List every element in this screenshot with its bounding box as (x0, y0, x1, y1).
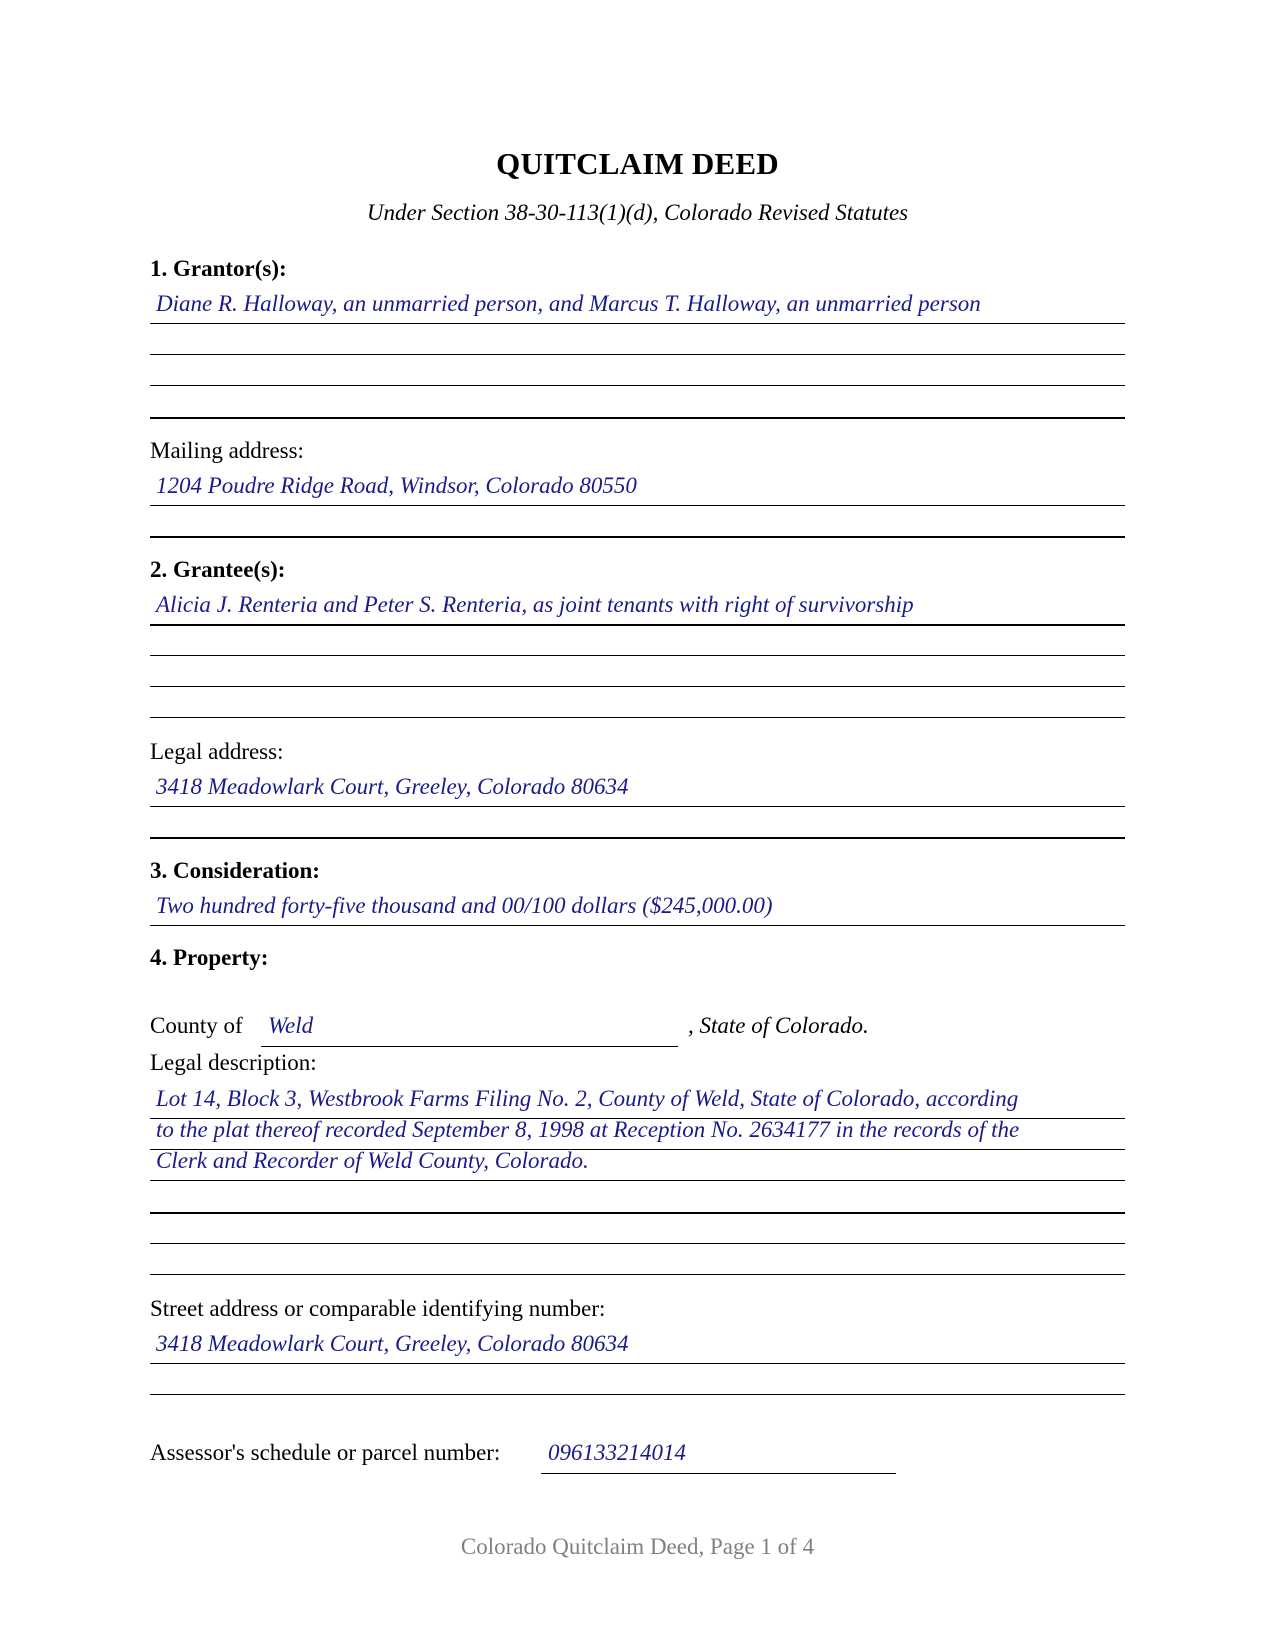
mailing-line-2 (150, 536, 1125, 538)
legal-address-line-1 (150, 806, 1125, 807)
mailing-address-field[interactable]: 1204 Poudre Ridge Road, Windsor, Colorado 80550 (156, 473, 637, 498)
grantee-field[interactable]: Alicia J. Renteria and Peter S. Renteria, as joint tenants with right of survivorship (156, 592, 914, 617)
legal-description-label: Legal description: (150, 1050, 317, 1075)
legal-address-line-2 (150, 837, 1125, 839)
street-address-field[interactable]: 3418 Meadowlark Court, Greeley, Colorado 80634 (156, 1331, 629, 1356)
grantor-line-1 (150, 323, 1125, 324)
grantor-heading: 1. Grantor(s): (150, 256, 287, 281)
legal-description-line-6 (150, 1274, 1125, 1275)
grantee-line-1 (150, 624, 1125, 626)
grantor-line-3 (150, 385, 1125, 386)
consideration-field[interactable]: Two hundred forty-five thousand and 00/100 dollars ($245,000.00) (156, 893, 773, 918)
grantee-heading: 2. Grantee(s): (150, 557, 286, 582)
grantee-line-4 (150, 717, 1125, 718)
legal-description-line-text-3[interactable]: Clerk and Recorder of Weld County, Colorado. (156, 1148, 589, 1173)
parcel-number-line (541, 1473, 896, 1474)
state-text: , State of Colorado. (688, 1013, 869, 1038)
street-address-line-1 (150, 1363, 1125, 1364)
grantor-line-4 (150, 417, 1125, 419)
county-label: County of (150, 1013, 243, 1038)
parcel-number-label: Assessor's schedule or parcel number: (150, 1440, 501, 1465)
grantee-line-3 (150, 686, 1125, 687)
legal-description-line-text-2[interactable]: to the plat thereof recorded September 8, 1998 at Reception No. 2634177 in the records of the (156, 1117, 1020, 1142)
mailing-line-1 (150, 505, 1125, 506)
legal-description-line-3 (150, 1180, 1125, 1181)
legal-address-label: Legal address: (150, 739, 284, 764)
parcel-number-field[interactable]: 096133214014 (548, 1440, 686, 1465)
grantor-field[interactable]: Diane R. Halloway, an unmarried person, and Marcus T. Halloway, an unmarried person (156, 291, 981, 316)
property-heading: 4. Property: (150, 945, 269, 970)
document-subtitle: Under Section 38-30-113(1)(d), Colorado Revised Statutes (366, 200, 909, 225)
mailing-address-label: Mailing address: (150, 438, 304, 463)
document-title: QUITCLAIM DEED (496, 146, 779, 181)
grantor-line-2 (150, 354, 1125, 355)
consideration-heading: 3. Consideration: (150, 858, 320, 883)
street-address-line-2 (150, 1394, 1125, 1395)
street-address-label: Street address or comparable identifying number: (150, 1296, 606, 1321)
grantee-line-2 (150, 655, 1125, 656)
legal-description-line-4 (150, 1212, 1125, 1214)
legal-description-line-5 (150, 1243, 1125, 1244)
legal-address-field[interactable]: 3418 Meadowlark Court, Greeley, Colorado 80634 (156, 774, 629, 799)
consideration-line (150, 925, 1125, 926)
legal-description-line-text-1[interactable]: Lot 14, Block 3, Westbrook Farms Filing No. 2, County of Weld, State of Colorado, according (156, 1086, 1019, 1111)
county-field[interactable]: Weld (268, 1013, 314, 1038)
county-line (261, 1046, 678, 1047)
page-footer: Colorado Quitclaim Deed, Page 1 of 4 (460, 1534, 815, 1559)
